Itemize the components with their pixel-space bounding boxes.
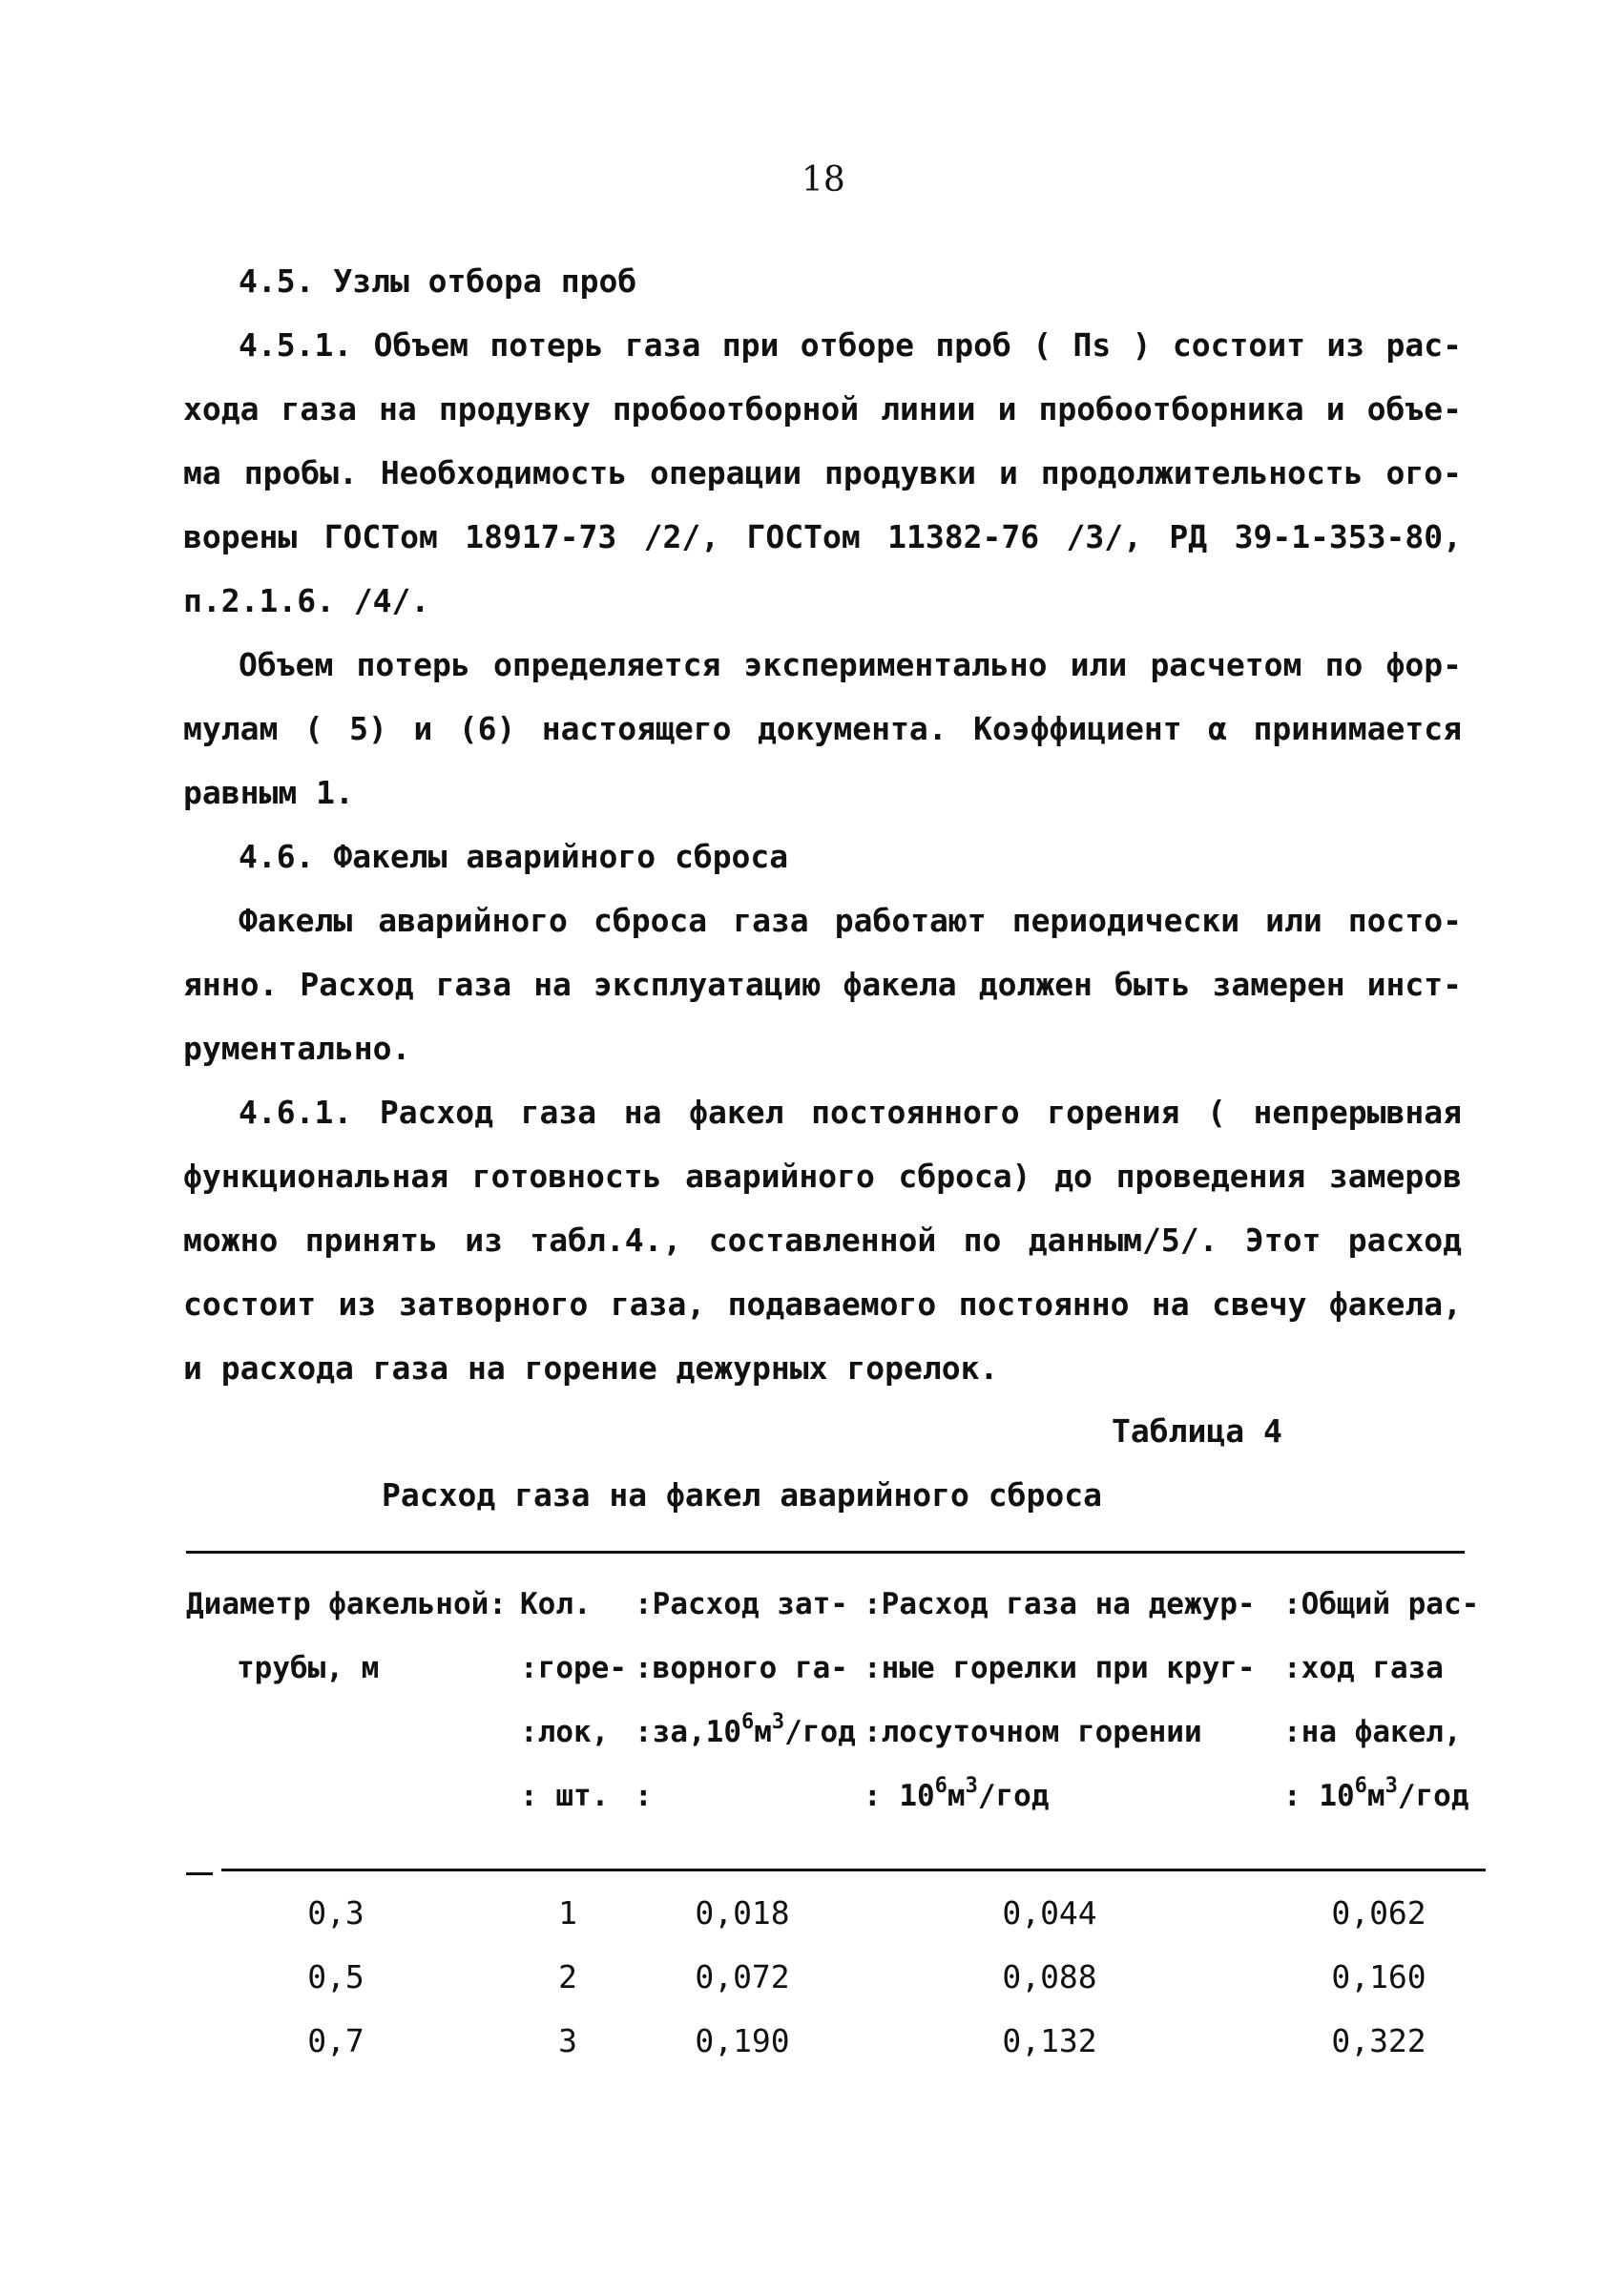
table-top-rule [186, 1551, 1465, 1554]
table-header-col5-line1: :Общий рас- [1283, 1587, 1480, 1621]
table-header-col3-line2: :ворного га- [635, 1651, 848, 1685]
para-4-5-1-line-5: п.2.1.6. /4/. [183, 582, 430, 619]
para-flares-line-1: Факелы аварийного сброса газа работают периодически или посто- [239, 902, 1462, 939]
para-4-6-1-line-5: и расхода газа на горение дежурных горелок. [183, 1349, 999, 1387]
table-header-col4-line2: :ные горелки при круг- [864, 1651, 1256, 1685]
table-header-col3-exp3: 3 [771, 1710, 785, 1734]
table-label: Таблица 4 [1112, 1412, 1282, 1450]
page-number: 18 [802, 160, 845, 199]
para-loss-line-1: Объем потерь определяется экспериментально или расчетом по фор- [239, 646, 1462, 683]
table-cell-total-gas: 0,062 [1331, 1894, 1426, 1932]
table-cell-diameter: 0,7 [307, 2022, 364, 2059]
table-header-rule [221, 1869, 1486, 1871]
table-cell-pilot-gas: 0,132 [1002, 2022, 1097, 2059]
para-flares-line-2: янно. Расход газа на эксплуатацию факела должен быть замерен инст- [183, 966, 1462, 1003]
table-header-col5-unit-suffix: /год [1397, 1779, 1469, 1813]
table-header-col2-line2: :горе- [520, 1651, 627, 1685]
table-header-col3-line3 [635, 1710, 856, 1749]
table-title: Расход газа на факел аварийного сброса [382, 1476, 1102, 1514]
table-header-col4-unit-prefix: : 10 [864, 1779, 935, 1813]
table-header-col5-unit-m: м [1366, 1779, 1385, 1813]
table-header-col3-line1: :Расход зат- [635, 1587, 848, 1621]
table-header-rule-short [186, 1872, 213, 1875]
table-header-col4-unit-suffix: /год [977, 1779, 1050, 1813]
para-loss-line-2: мулам ( 5) и (6) настоящего документа. Коэффициент α принимается [183, 710, 1462, 747]
table-header-col4-line4 [864, 1774, 1050, 1813]
table-header-col5-exp6: 6 [1354, 1774, 1367, 1798]
para-4-5-1-line-1: 4.5.1. Объем потерь газа при отборе проб ( Пs ) состоит из рас- [239, 326, 1462, 364]
para-4-5-1-line-3: ма пробы. Необходимость операции продувки и продолжительность ого- [183, 454, 1462, 491]
para-flares-line-3: рументально. [183, 1030, 411, 1067]
heading-4-6: 4.6. Факелы аварийного сброса [239, 838, 789, 875]
table-cell-count: 1 [558, 1894, 577, 1932]
table-header-col2-line1: Кол. [520, 1587, 592, 1621]
table-header-col4-line1: :Расход газа на дежур- [864, 1587, 1256, 1621]
table-cell-pilot-gas: 0,044 [1002, 1894, 1097, 1932]
table-cell-pilot-gas: 0,088 [1002, 1958, 1097, 1995]
table-cell-total-gas: 0,322 [1331, 2022, 1426, 2059]
table-header-col4-line3: :лосуточном горении [864, 1715, 1202, 1749]
table-header-col3-unit-m: м [754, 1715, 772, 1749]
para-4-5-1-line-2: хода газа на продувку пробоотборной линии и пробоотборника и объе- [183, 390, 1462, 428]
para-4-6-1-line-2: функциональная готовность аварийного сброса) до проведения замеров [183, 1158, 1462, 1195]
heading-4-5: 4.5. Узлы отбора проб [239, 262, 637, 300]
table-header-col3-unit-suffix: /год [784, 1715, 856, 1749]
table-header-col5-exp3: 3 [1385, 1774, 1398, 1798]
table-header-col5-line2: :ход газа [1283, 1651, 1444, 1685]
table-header-col1-line2: трубы, м [237, 1651, 380, 1685]
para-loss-line-3: равным 1. [183, 774, 354, 811]
table-header-col1-line1: Диаметр факельной: [186, 1587, 507, 1621]
table-cell-total-gas: 0,160 [1331, 1958, 1426, 1995]
table-header-col5-line4 [1283, 1774, 1469, 1813]
table-cell-count: 3 [558, 2022, 577, 2059]
para-4-6-1-line-3: можно принять из табл.4., составленной по данным/5/. Этот расход [183, 1222, 1462, 1259]
para-4-5-1-line-4: ворены ГОСТом 18917-73 /2/, ГОСТом 11382-76 /3/, РД 39-1-353-80, [183, 518, 1462, 555]
table-header-col3-line4: : [635, 1779, 653, 1813]
table-cell-diameter: 0,5 [307, 1958, 364, 1995]
table-header-col4-unit-m: м [947, 1779, 966, 1813]
table-cell-diameter: 0,3 [307, 1894, 364, 1932]
table-header-col3-exp6: 6 [740, 1710, 755, 1734]
para-4-6-1-line-1: 4.6.1. Расход газа на факел постоянного горения ( непрерывная [239, 1094, 1462, 1131]
table-header-col3-unit-prefix: :за,10 [635, 1715, 741, 1749]
para-4-6-1-line-4: состоит из затворного газа, подаваемого постоянно на свечу факела, [183, 1285, 1462, 1323]
table-header-col5-line3: :на факел, [1283, 1715, 1462, 1749]
table-header-col5-unit-prefix: : 10 [1283, 1779, 1355, 1813]
table-cell-seal-gas: 0,018 [695, 1894, 790, 1932]
table-cell-count: 2 [558, 1958, 577, 1995]
table-cell-seal-gas: 0,190 [695, 2022, 790, 2059]
table-header-col2-line4: : шт. [520, 1779, 610, 1813]
table-header-col4-exp6: 6 [934, 1774, 947, 1798]
table-header-col2-line3: :лок, [520, 1715, 610, 1749]
table-header-col4-exp3: 3 [965, 1774, 978, 1798]
table-cell-seal-gas: 0,072 [695, 1958, 790, 1995]
